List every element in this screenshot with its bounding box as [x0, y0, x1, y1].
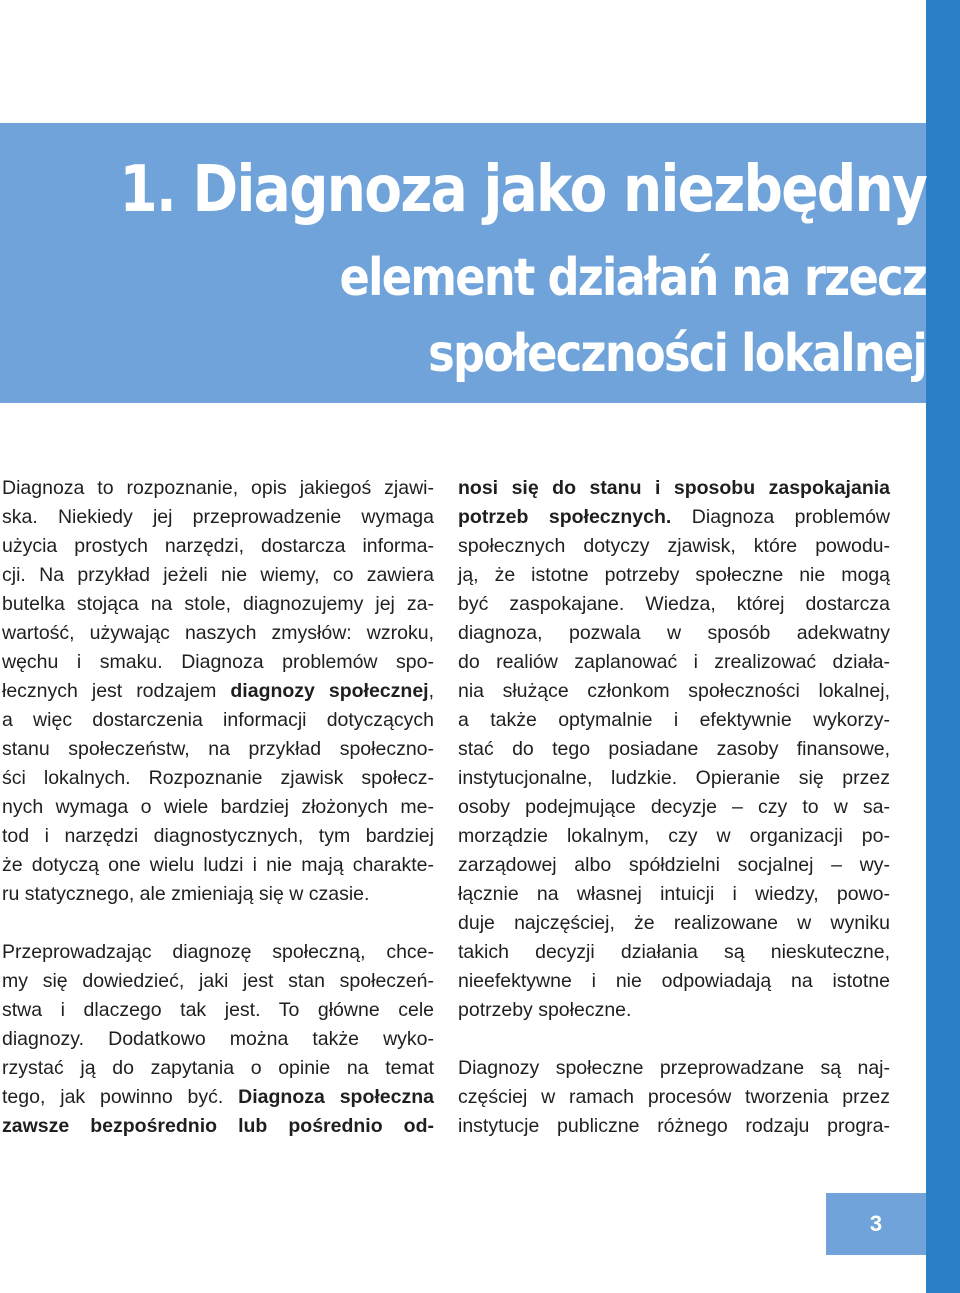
text-line: ru statycznego, ale zmieniają się w czasie. [2, 883, 370, 905]
text-run: , [428, 680, 435, 702]
text-line: Przeprowadzając diagnozę społeczną, chce- [2, 941, 434, 963]
text-line: potrzeby społeczne. [458, 999, 632, 1021]
chapter-title-line-3: społeczności lokalnej [427, 324, 926, 384]
text-line: Diagnozy społeczne przeprowadzane są naj- [458, 1057, 890, 1079]
text-line: do realiów zaplanować i zrealizować działa- [458, 651, 890, 673]
text-line [2, 1083, 434, 1112]
text-line: cji. Na przykład jeżeli nie wiemy, co zawiera [2, 564, 434, 586]
bold-term: diagnozy społecznej [230, 680, 429, 702]
text-line: butelka stojąca na stole, diagnozujemy jej za- [2, 593, 434, 615]
text-line [2, 677, 434, 706]
title-band [0, 123, 926, 403]
text-line: morządzie lokalnym, czy w organizacji po- [458, 825, 890, 847]
text-run: łecznych jest rodzajem [2, 680, 231, 702]
text-line: stwa i dlaczego tak jest. To główne cele [2, 999, 434, 1021]
text-line: duje najczęściej, że realizowane w wyniku [458, 912, 890, 934]
text-line: ska. Niekiedy jej przeprowadzenie wymaga [2, 506, 434, 528]
text-line: stać do tego posiadane zasoby finansowe, [458, 738, 890, 760]
text-line: rzystać ją do zapytania o opinie na temat [2, 1057, 434, 1079]
text-line: Diagnoza to rozpoznanie, opis jakiegoś zjawi- [2, 477, 434, 499]
text-line: węchu i smaku. Diagnoza problemów spo- [2, 651, 434, 673]
page-number: 3 [869, 1211, 883, 1236]
text-line: użycia prostych narzędzi, dostarcza informa- [2, 535, 434, 557]
text-line [2, 1112, 434, 1141]
text-line: a także optymalnie i efektywnie wykorzy- [458, 709, 890, 731]
text-line: społecznych dotyczy zjawisk, które powodu- [458, 535, 890, 557]
text-run: tego, jak powinno być. [2, 1086, 239, 1108]
paragraph-1 [2, 474, 434, 909]
text-line: być zaspokajane. Wiedza, której dostarcza [458, 593, 890, 615]
bold-text: nosi się do stanu i sposobu zaspokajania [458, 477, 890, 499]
text-line [458, 474, 890, 503]
paragraph-2 [2, 938, 434, 1141]
text-line: takich decyzji działania są nieskuteczne, [458, 941, 890, 963]
text-line: częściej w ramach procesów tworzenia przez [458, 1086, 890, 1108]
text-line: łącznie na własnej intuicji i wiedzy, powo- [458, 883, 890, 905]
text-line: diagnoza, pozwala w sposób adekwatny [458, 622, 890, 644]
text-line: stanu społeczeństw, na przykład społeczno- [2, 738, 434, 760]
bold-term: Diagnoza społeczna [238, 1086, 434, 1108]
left-column [2, 474, 434, 1170]
text-line [458, 503, 890, 532]
text-line: nieefektywne i nie odpowiadają na istotne [458, 970, 890, 992]
paragraph-4 [458, 1054, 890, 1141]
bold-text: zawsze bezpośrednio lub pośrednio od- [2, 1115, 434, 1137]
text-line: nia służące członkom społeczności lokalnej, [458, 680, 890, 702]
text-line: instytucje publiczne różnego rodzaju progra- [458, 1115, 890, 1137]
chapter-title-line-1: 1. Diagnoza jako niezbędny [119, 153, 926, 227]
chapter-title-line-2: element działań na rzecz [339, 248, 926, 308]
side-stripe [926, 0, 960, 1293]
text-line: tod i narzędzi diagnostycznych, tym bardziej [2, 825, 434, 847]
text-line: ją, że istotne potrzeby społeczne nie mogą [458, 564, 890, 586]
text-line: instytucjonalne, ludzkie. Opieranie się przez [458, 767, 890, 789]
text-run: Diagnoza problemów [671, 506, 890, 528]
text-line: a więc dostarczenia informacji dotyczących [2, 709, 434, 731]
text-line: nych wymaga o wiele bardziej złożonych me- [2, 796, 434, 818]
paragraph-3 [458, 474, 890, 1025]
right-column [458, 474, 890, 1170]
text-line: wartość, używając naszych zmysłów: wzroku, [2, 622, 434, 644]
text-line: osoby podejmujące decyzje – czy to w sa- [458, 796, 890, 818]
text-line: zarządowej albo spółdzielni socjalnej – wy- [458, 854, 890, 876]
text-line: ści lokalnych. Rozpoznanie zjawisk społecz- [2, 767, 434, 789]
bold-text: potrzeb społecznych. [458, 506, 672, 528]
text-line: my się dowiedzieć, jaki jest stan społeczeń- [2, 970, 434, 992]
text-line: diagnozy. Dodatkowo można także wyko- [2, 1028, 434, 1050]
page-number-box [826, 1193, 926, 1255]
text-line: że dotyczą one wielu ludzi i nie mają charakte- [2, 854, 434, 876]
